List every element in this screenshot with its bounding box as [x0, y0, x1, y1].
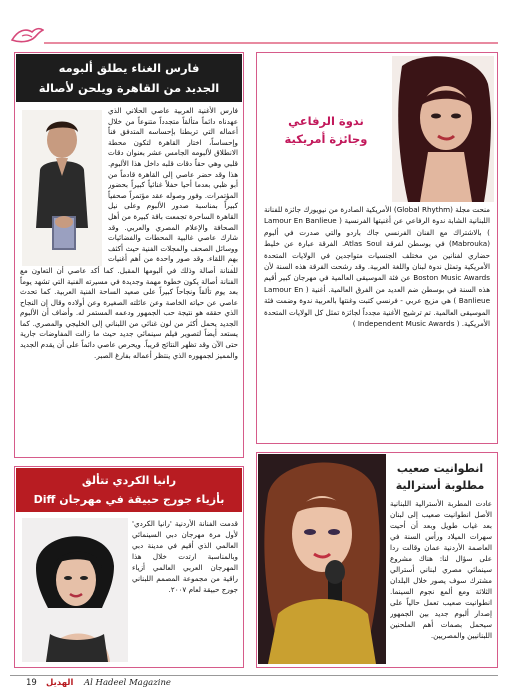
- nadwa-title-line2: وجائزة أمريكية: [284, 132, 368, 146]
- rania-article-header: [16, 468, 242, 512]
- rania-body-text: قدمت الفنانة الأردنية 'رانيا الكردي' لأول مرة مهرجان دبي السينمائي العالمي الذي أقيم في مدينة دبي وبالمناسبة ارتدت خلال هذا المهرجان العربي العالمي أزياء راقية من مجموعة المصمم اللبناني جورج حبيقة لعام ٢٠٠٧.: [132, 519, 238, 594]
- nadwa-body: [264, 204, 490, 436]
- fares-body-text-b: للفنانة أصالة وذلك في ألبومها المقبل. كما أكد عاصي أن التعاون مع الفنانة أصالة يكون خطوة مهمة وجديدة في مسيرته الفنية التي تشهد يوماً بعد يوم تألقاً ونجاحاً كبيراً على صعيد الساحة الفنية العربية. كما تحدث عاصي عن حياته الخاصة وعن عائلته الصغيرة وعن أولاده وقال إن النجاح الذي حققه هو نتيجة حب الجمهور ودعمه المستمر له. وأضاف أن الألبوم الجديد يحمل أكثر من لون غنائي من اللبناني إلى الخليجي والمصري. كما يستعد أيضاً لتصوير فيلم سينمائي جديد حيث ما زالت المفاوضات جارية حتى الآن وقد تظهر النتائج قريباً. ويحرص عاصي دائماً على أن يقدم الجديد والمميز لجمهوره الذي ينتظر أعماله بفارغ الصبر.: [20, 266, 238, 360]
- fares-article-header: [16, 54, 242, 102]
- dove-icon: [10, 24, 44, 46]
- top-rule: [44, 42, 498, 44]
- rania-body: [132, 518, 238, 662]
- antoinette-title-line1: انطوانيت صعيب: [396, 462, 484, 475]
- nadwa-body-text: منحت مجلة (Global Rhythm) الأمريكية الصادرة من نيويورك جائزة للفنانة اللبنانية الشابة ندوة الرفاعي عن أغنيتها الفرنسية ( Lamour En Banlieue ) بالاشتراك مع الفنان الفرنسي جاك باردو والتي صدرت في ألبوم (Mabrouka) في بوسطن لفرقة Atlas Soul. الفرقة عبارة عن خليط حضاري لفنانين من مختلف الجنسيات متواجدين في الولايات المتحدة الأمريكية وتمثل ندوة لبنان واللغة العربية. وقد رشحت الفرقة هذه السنة لأن Boston Music Awards عن فئة الموسيقى العالمية في مهرجان كبير أقيم هذه السنة في بوسطن ضم العديد من الفرق العالمية. أغنية ( Lamour En Banlieue ) هي مزيج عربي - فرنسي كتبت وغنتها بالعربية ندوة وضمت فئة الموسيقى العالمية. تم ترشيح الأغنية مجدداً لجائزة تمثل كل الولايات المتحدة الأمريكية. ( Independent Music Awards ): [264, 205, 490, 329]
- magazine-name-arabic: الهديل: [46, 678, 74, 688]
- rania-title-line2: بأزياء جورج حبيقة في مهرجان Diff: [33, 493, 225, 506]
- fares-body-continued: [20, 266, 238, 452]
- fares-title-line2: الجديد من القاهرة ويلحن لأصالة: [38, 81, 220, 95]
- fares-body: [108, 106, 238, 266]
- antoinette-body: [390, 498, 492, 662]
- rania-title-line1: رانيا الكردي تتألق: [81, 474, 177, 487]
- magazine-name: Al Hadeel Magazine: [84, 678, 171, 688]
- antoinette-body-text: عادت المطربة الأسترالية اللبنانية الأصل انطوانيت صعيب إلى لبنان بعد غياب طويل وبعد أن أحيت سهرات الميلاد ورأس السنة في العاصمة الأردنية عمان وقالت ردا على سؤال لنا: هناك مشروع سينمائي مصري لبناني أسترالي مشترك سوف يصور خلال البلدان الثلاثة ومع ألمع نجوم السينما. انطوانيت صعيب تعمل حالياً على إصدار ألبوم جديد بين الجمهور سيحمل بصمات أهم الملحنين اللبنانيين والمصريين.: [390, 499, 492, 640]
- antoinette-title-line2: مطلوبة أسترالية: [395, 479, 485, 492]
- nadwa-title-line1: ندوة الرفاعي: [288, 114, 364, 128]
- page-number: 19: [26, 678, 37, 688]
- antoinette-photo: [258, 454, 386, 664]
- antoinette-title: [390, 460, 490, 494]
- fares-title-line1: فارس الغناء يطلق ألبومه: [58, 61, 200, 75]
- fares-photo: [22, 110, 102, 266]
- nadwa-title: [268, 112, 384, 148]
- nadwa-photo: [392, 56, 494, 202]
- footer-rule: [10, 675, 498, 676]
- rania-photo: [22, 518, 128, 662]
- fares-body-text-a: فارس الأغنية العربية عاصي الحلاني الذي عهدناه دائماً متألقاً متجدداً متنوعاً من خلال أعماله التي تربطنا بإحساسه المتدفق فناً وإحساساً، اختار القاهرة لتكون محطة الانطلاق لألبومه الجامس عشر بعنوان دقات قلبي وهي حقاً دقات قلبه داخل هذا الألبوم. هذا وقد حضر عاصي إلى القاهرة قادماً من أبو ظبي بعدما أحيا حفلاً غنائياً كبيراً بحضور المؤتمرات. وفور وصوله عقد مؤتمراً صحفياً كبيراً بمناسبة صدور الألبوم وعلى نيل القاهرة الساحرة تجمعت باقة كبيرة من أهل الصحافة والإعلام المصري والعربي. وقد شارك عاصي غالبية المحطات والفضائيات ووسائل الصحف والمجلات الفنية حيث أكثف بهم اللقاء. وقد صور واحدة من أهم أغنيات: [108, 106, 238, 264]
